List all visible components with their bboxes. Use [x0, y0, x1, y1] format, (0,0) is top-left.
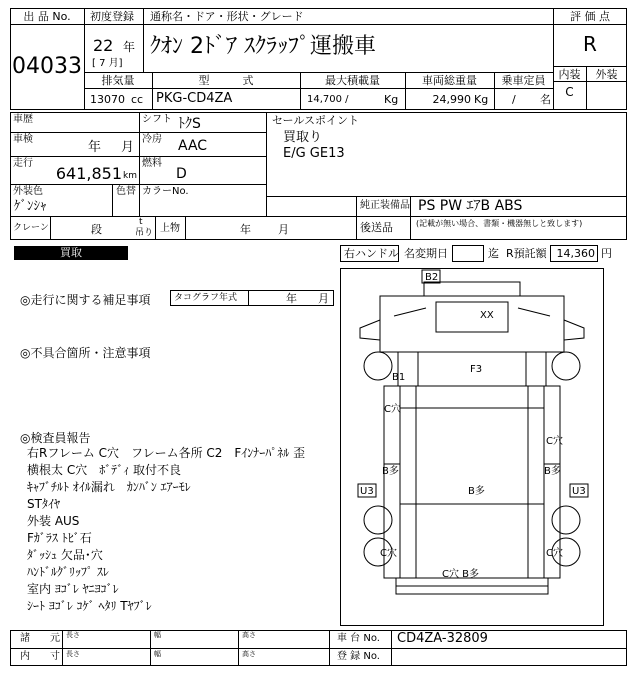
capacity: 14,700 /: [307, 94, 349, 105]
chassis-no: CD4ZA-32809: [397, 631, 488, 646]
inner-width-label: 幅: [154, 650, 161, 658]
fuel-label: 燃料: [142, 158, 162, 169]
exterior-label: 外装: [595, 68, 618, 81]
buy-badge: [14, 246, 128, 260]
crane-t: t: [139, 217, 143, 227]
inspection-label: 車検: [13, 134, 33, 145]
shift-label: シフト: [142, 114, 172, 125]
diagram-b1: B1: [392, 372, 406, 383]
mileage-label: 走行: [13, 158, 33, 169]
upper-label: 上物: [160, 223, 180, 234]
name-change-label: 名変期日: [404, 247, 448, 260]
ext-color: ｹﾞﾝｼｬ: [14, 199, 47, 214]
gross-weight-unit: Kg: [474, 93, 489, 106]
inspector-line: ｼｰﾄ ﾖｺﾞﾚ ｺｹﾞ ﾍﾀﾘ Tﾔﾌﾞﾚ: [27, 599, 152, 613]
mileage: 641,851: [55, 164, 122, 183]
crane-tsuri: 吊り: [135, 228, 154, 238]
inspector-line: Fｶﾞﾗｽ ﾄﾋﾞ石: [27, 531, 92, 545]
persons-label: 乗車定員: [501, 74, 546, 87]
date-until: 迄: [488, 247, 499, 260]
diagram-f3: F3: [470, 364, 483, 375]
displacement: 13070: [90, 93, 125, 106]
diagram-xx: XX: [480, 310, 494, 321]
lot-no: 04033: [12, 54, 82, 79]
diagram-u3-left: U3: [360, 486, 374, 497]
color-code-label: カラーNo.: [142, 186, 189, 197]
eval-score: R: [583, 32, 597, 56]
inspector-line: ﾀﾞｯｼｭ 欠品･穴: [27, 548, 103, 562]
defects-title: ◎不具合箇所・注意事項: [20, 346, 151, 360]
diagram-u3-right: U3: [572, 486, 586, 497]
chassis-label: 車 台 No.: [337, 633, 380, 644]
displacement-label: 排気量: [101, 74, 135, 87]
inspector-line: 外装 AUS: [27, 514, 80, 528]
vehicle-damage-diagram: [340, 268, 604, 626]
tacho-label: タコグラフ年式: [174, 293, 238, 303]
reg-label: 登 録 No.: [337, 651, 380, 662]
lot-no-label: 出 品 No.: [23, 10, 71, 23]
dims-height-label: 高さ: [242, 631, 256, 639]
persons: /: [512, 93, 516, 106]
tacho-year: 年: [286, 292, 297, 305]
inspector-line: 室内 ﾖｺﾞﾚ ﾔﾆﾖｺﾞﾚ: [27, 582, 119, 596]
diagram-c-hole-right-upper: C穴: [546, 436, 563, 447]
sales-line-2: E/G GE13: [283, 146, 345, 161]
r-tax-unit: 円: [601, 247, 612, 260]
car-name-label: 通称名・ドア・形状・グレード: [150, 10, 304, 23]
dims-length-label: 長さ: [66, 631, 80, 639]
diagram-c-hole-left-upper: C穴: [384, 404, 401, 415]
interior-label: 内装: [558, 68, 581, 81]
dims-width-label: 幅: [154, 631, 161, 639]
ext-color-label: 外装色: [13, 186, 43, 197]
ac-value: AAC: [178, 138, 208, 154]
mileage-unit: km: [123, 171, 137, 181]
reg-month: [ 7 月]: [92, 58, 123, 69]
capacity-unit: Kg: [384, 93, 399, 106]
eval-label: 評 価 点: [570, 10, 610, 23]
color-change-label: 色替: [116, 186, 136, 197]
sales-label: セールスポイント: [272, 114, 360, 127]
shift-value: ﾄｸS: [178, 116, 201, 132]
crane-dan: 段: [91, 223, 102, 236]
upper-month: 月: [278, 223, 289, 236]
diagram-bottom-label: C穴 B多: [442, 569, 480, 580]
equipment-label: 純正装備品: [360, 200, 410, 211]
inspector-line: ｷｬﾌﾞﾁﾙﾄ ｵｲﾙ漏れ ｶﾝﾊﾞﾝ ｴｱｰﾓﾚ: [27, 480, 191, 494]
diagram-b-many-left: B多: [382, 466, 399, 477]
inspector-line: ﾊﾝﾄﾞﾙｸﾞﾘｯﾌﾟ ｽﾚ: [27, 565, 109, 579]
name-change-box: [452, 245, 484, 262]
diagram-b-many-right: B多: [544, 466, 561, 477]
inspector-line: STﾀｲﾔ: [27, 497, 60, 511]
displacement-unit: cc: [131, 93, 144, 106]
first-reg-label: 初度登録: [90, 10, 134, 23]
reg-year: 22: [93, 36, 114, 55]
tacho-month: 月: [318, 292, 329, 305]
aftermarket-label: 後送品: [360, 221, 393, 234]
reg-year-unit: 年: [123, 40, 136, 54]
interior-score: C: [565, 85, 574, 99]
gross-weight-label: 車両総重量: [422, 74, 477, 87]
equipment-value: PS PW ｴｱB ABS: [418, 198, 523, 214]
fuel-value: D: [176, 166, 187, 182]
capacity-label: 最大積載量: [325, 74, 380, 87]
inspector-line: 横根太 C穴 ﾎﾞﾃﾞｨ 取付不良: [27, 463, 182, 477]
diagram-b-many-center: B多: [468, 486, 485, 497]
history-label: 車歴: [13, 114, 33, 125]
dims-label: 諸 元: [20, 633, 60, 644]
aftermarket-note: (記載が無い場合、書類・機器無しと致します): [416, 219, 583, 228]
model: PKG-CD4ZA: [156, 91, 233, 106]
diagram-c-hole-left-lower: C穴: [380, 548, 397, 559]
inspector-title: ◎検査員報告: [20, 431, 91, 445]
crane-label: クレーン: [13, 223, 49, 233]
diagram-c-hole-right-lower: C穴: [546, 548, 563, 559]
persons-unit: 名: [540, 93, 551, 106]
ac-label: 冷房: [142, 134, 162, 145]
diagram-b2: B2: [425, 272, 439, 283]
inner-label: 内 寸: [20, 651, 60, 662]
inspection-year: 年: [88, 140, 102, 155]
gross-weight: 24,990: [432, 93, 471, 106]
driving-title: ◎走行に関する補足事項: [20, 293, 151, 307]
upper-year: 年: [240, 223, 251, 236]
r-tax-label: R預託額: [506, 247, 547, 260]
rhd-label: 右ハンドル: [344, 247, 399, 260]
r-tax-value: 14,360: [556, 247, 595, 260]
inner-length-label: 長さ: [66, 650, 80, 658]
inspector-line: 右Rフレーム C穴 フレーム各所 C2 Fｲﾝﾅｰﾊﾟﾈﾙ 歪: [27, 446, 306, 460]
inner-height-label: 高さ: [242, 650, 256, 658]
model-label: 型 式: [198, 74, 254, 87]
buy-label: 買取: [60, 246, 82, 259]
car-name: ｸｵﾝ 2ﾄﾞｱ ｽｸﾗｯﾌﾟ運搬車: [150, 34, 376, 59]
inspection-month: 月: [121, 140, 135, 155]
sales-line-1: 買取り: [283, 130, 323, 145]
